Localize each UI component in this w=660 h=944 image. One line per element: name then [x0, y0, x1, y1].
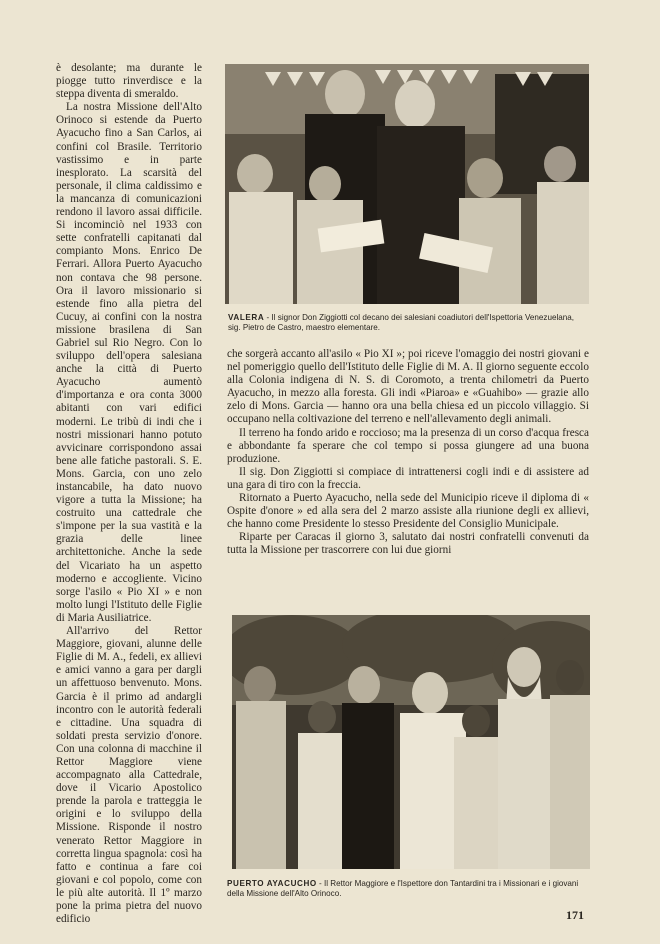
paragraph: All'arrivo del Rettor Maggiore, giovani, alunne delle Figlie di M. A., fedeli, ex allievi e amici vanno a gara per dargli un affettuoso benvenuto. Mons. Garcia è il primo ad andargli incontro con le autorità federali e cittadine. Una squadra di soldati presta servizio d'onore. Con una colonna di macchine il Rettor Maggiore viene accompagnato alla Cattedrale, dove il Vicario Apostolico prende la parola e tratteggia le origini e lo sviluppo della Missione. Risponde il nostro venerato Rettor Maggiore in corretta lingua spagnola: così ha fatto e continua a fare coi giovani e col popolo, come con le più alte autorità. Il 1º marzo pone la prima pietra del nuovo edificio: [56, 625, 202, 926]
paragraph: Il terreno ha fondo arido e roccioso; ma la presenza di un corso d'acqua fresca e abbondante fa sperare che col tempo si possa giungere ad una buona produzione.: [227, 426, 589, 465]
paragraph: Riparte per Caracas il giorno 3, salutato dai nostri confratelli convenuti da tutta la Missione per trascorrere con lui due giorni: [227, 531, 589, 557]
caption-lead: PUERTO AYACUCHO: [227, 879, 317, 888]
photo-valera: [225, 64, 589, 304]
caption-text: - Il signor Don Ziggiotti col decano dei salesiani coadiutori dell'Ispettoria Venezuelana, sig. Pietro de Castro, maestro elementare.: [228, 313, 575, 332]
page-number: 171: [566, 908, 584, 922]
photo-caption-valera: [228, 313, 588, 333]
right-text-column: [227, 348, 589, 558]
photo-puerto-ayacucho: [232, 615, 590, 869]
paragraph: che sorgerà accanto all'asilo « Pio XI »; poi riceve l'omaggio dei nostri giovani e nel pomeriggio quello dell'Istituto delle Figlie di M. A. Il giorno seguente eccolo alla Colonia indigena di N. S. di Coromoto, a trenta chilometri da Puerto Ayacucho, in mezzo alla foresta. Gli indi «Piaroa» e «Guahibo» — grazie allo zelo di Mons. Garcia — hanno ora una bella chiesa ed un piccolo villaggio. Si occupano nella coltivazione del terreno e nell'allevamento degli animali.: [227, 348, 589, 426]
photo-caption-puerto-ayacucho: [227, 879, 589, 899]
paragraph: Ritornato a Puerto Ayacucho, nella sede del Municipio riceve il diploma di « Ospite d'onore » ed alla sera del 2 marzo assiste alla riunione degli ex allievi, che hanno come Presidente lo stesso Presidente del Consiglio Municipale.: [227, 492, 589, 531]
paragraph: Il sig. Don Ziggiotti si compiace di intrattenersi cogli indi e di assistere ad una gara di tiro con la freccia.: [227, 465, 589, 491]
left-text-column: [56, 62, 202, 926]
paragraph: La nostra Missione dell'Alto Orinoco si estende da Puerto Ayacucho fino a San Carlos, ai confini col Brasile. Territorio vastissimo e in parte inesplorato. La scarsità del personale, il clima caldissimo e la mancanza di comunicazioni rendono il lavoro assai difficile. Si incominciò nel 1933 con sette confratelli capitanati dal compianto Mons. Enrico De Ferrari. Allora Puerto Ayacucho non contava che 98 persone. Ora il lavoro missionario si estende fino alla pietra del Cucuy, ai confini con la nostra missione brasilena di San Gabriel sul Rio Negro. Con lo sviluppo dell'opera salesiana anche la città di Puerto Ayacucho aumentò d'importanza e ora conta 3000 abitanti con vari edifici moderni. Le tribù di indi che i nostri missionari hanno potuto avvicinare corrispondono assai bene alle fatiche pastorali. S. E. Mons. Garcia, con uno zelo instancabile, ha dato nuovo vigore a tutta la Missione; ha costruito una cattedrale che s'impone per la sua vastità e la grazia delle linee architettoniche. Anche la sede del Vicariato ha un aspetto moderno e accogliente. Vicino sorge l'asilo « Pio XI » e non molto lungi l'Istituto delle Figlie di Maria Ausiliatrice.: [56, 101, 202, 624]
caption-text: - Il Rettor Maggiore e l'Ispettore don Tantardini tra i Missionari e i giovani della Missione dell'Alto Orinoco.: [227, 879, 579, 898]
caption-lead: VALERA: [228, 313, 265, 322]
paragraph: è desolante; ma durante le piogge tutto rinverdisce e la steppa diventa di smeraldo.: [56, 62, 202, 101]
